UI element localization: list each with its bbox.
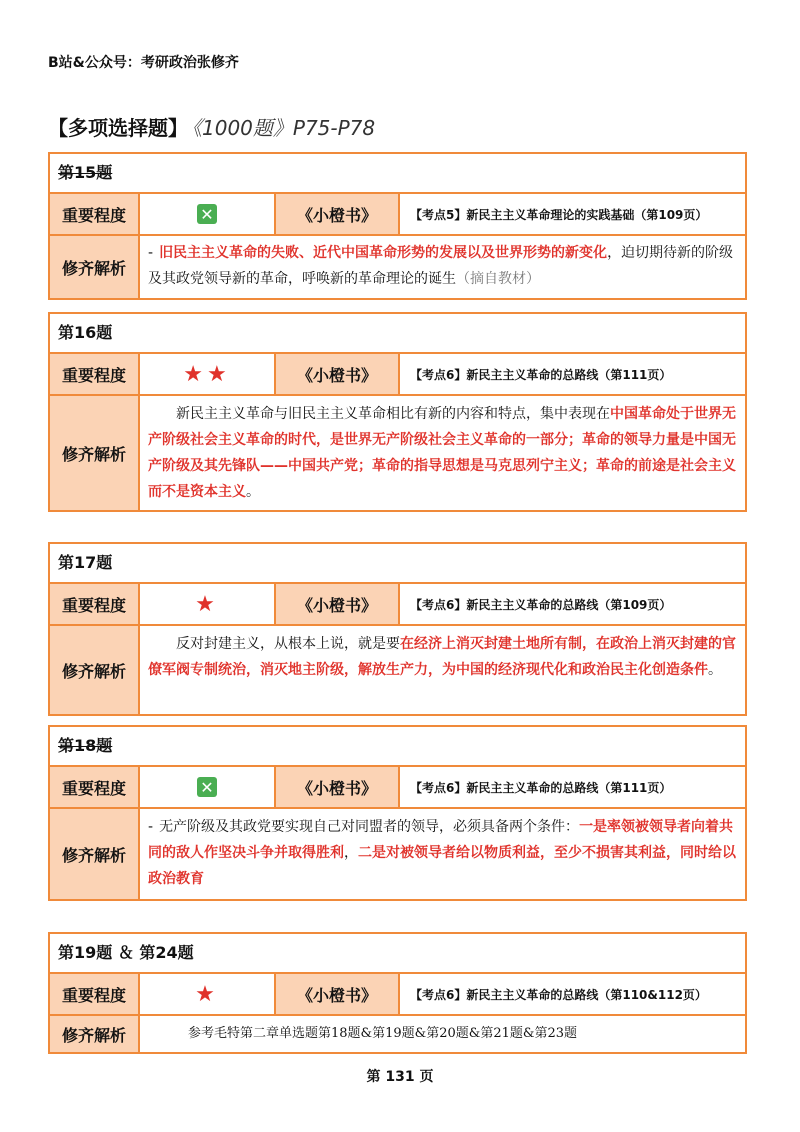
importance-row xyxy=(50,974,745,1016)
question-block-15 xyxy=(48,152,747,300)
analysis-label: 修齐解析 xyxy=(50,626,140,714)
book-label: 《小橙书》 xyxy=(276,767,400,807)
analysis-plain: 无产阶级及其政党要实现自己对同盟者的领导，必须具备两个条件： xyxy=(159,819,580,835)
importance-row xyxy=(50,584,745,626)
analysis-label: 修齐解析 xyxy=(50,809,140,899)
section-ref: 《1000题》P75-P78 xyxy=(192,116,376,140)
importance-label: 重要程度 xyxy=(50,354,140,394)
analysis-row xyxy=(50,809,745,899)
analysis-label: 修齐解析 xyxy=(50,396,140,510)
analysis-text xyxy=(140,809,745,899)
analysis-text xyxy=(140,396,745,510)
book-label: 《小橙书》 xyxy=(276,354,400,394)
question-block-16 xyxy=(48,312,747,512)
analysis-row xyxy=(50,396,745,510)
question-title: 第15题 xyxy=(50,154,745,194)
importance-label: 重要程度 xyxy=(50,767,140,807)
star-rating: ★ xyxy=(140,584,276,624)
analysis-highlight: 一是率领被领导者向着共同的敌人作坚决斗争并取得胜利 xyxy=(148,819,734,861)
analysis-highlight: 中国革命处于世界无产阶级社会主义革命的时代，是世界无产阶级社会主义革命的一部分；革命的领导力量是中国无产阶级及其先锋队——中国共产党；革命的指导思想是马克思列宁主义；革命的前途是社会主义而不是资本主义 xyxy=(148,406,736,500)
question-title: 第19题 ＆ 第24题 xyxy=(50,934,745,974)
knowledge-point: 【考点6】新民主主义革命的总路线（第109页） xyxy=(410,597,672,612)
source-header: B站&公众号：考研政治张修齐 xyxy=(48,55,239,71)
importance-label: 重要程度 xyxy=(50,974,140,1014)
analysis-highlight: 旧民主主义革命的失败、近代中国革命形势的发展以及世界形势的新变化 xyxy=(159,245,608,261)
analysis-text: 参考毛特第二章单选题第18题&第19题&第20题&第21题&第23题 xyxy=(188,1026,577,1041)
book-label: 《小橙书》 xyxy=(276,584,400,624)
analysis-end: 。 xyxy=(246,484,260,500)
knowledge-point: 【考点5】新民主主义革命理论的实践基础（第109页） xyxy=(410,207,708,222)
cross-mark-icon: ✕ xyxy=(197,204,217,224)
knowledge-point: 【考点6】新民主主义革命的总路线（第111页） xyxy=(410,780,672,795)
importance-row xyxy=(50,767,745,809)
question-block-18 xyxy=(48,725,747,901)
importance-value xyxy=(140,767,276,807)
importance-row xyxy=(50,354,745,396)
importance-value xyxy=(140,194,276,234)
question-title: 第18题 xyxy=(50,727,745,767)
analysis-plain: 反对封建主义，从根本上说，就是要 xyxy=(176,636,400,652)
analysis-note: （摘自教材） xyxy=(456,271,540,287)
importance-label: 重要程度 xyxy=(50,584,140,624)
book-label: 《小橙书》 xyxy=(276,974,400,1014)
question-title: 第17题 xyxy=(50,544,745,584)
page-number: 第 131 页 xyxy=(366,1069,434,1085)
analysis-highlight: 在经济上消灭封建土地所有制，在政治上消灭封建的官僚军阀专制统治，消灭地主阶级，解放生产力，为中国的经济现代化和政治民主化创造条件 xyxy=(148,636,736,678)
analysis-row xyxy=(50,626,745,714)
knowledge-point: 【考点6】新民主主义革命的总路线（第110&112页） xyxy=(410,987,707,1002)
question-title: 第16题 xyxy=(50,314,745,354)
analysis-label: 修齐解析 xyxy=(50,236,140,298)
star-rating: ★★ xyxy=(140,354,276,394)
analysis-text xyxy=(140,626,745,714)
analysis-highlight: 二是对被领导者给以物质利益，至少不损害其利益，同时给以政治教育 xyxy=(148,845,736,887)
book-label: 《小橙书》 xyxy=(276,194,400,234)
analysis-row xyxy=(50,1016,745,1052)
bullet-dash: - xyxy=(148,819,154,835)
knowledge-point: 【考点6】新民主主义革命的总路线（第111页） xyxy=(410,367,672,382)
star-rating: ★ xyxy=(140,974,276,1014)
question-block-19-24 xyxy=(48,932,747,1054)
section-title-text: 【多项选择题】 xyxy=(48,116,188,140)
importance-label: 重要程度 xyxy=(50,194,140,234)
analysis-plain: 新民主主义革命与旧民主主义革命相比有新的内容和特点，集中表现在 xyxy=(176,406,610,422)
question-block-17 xyxy=(48,542,747,716)
analysis-text xyxy=(140,236,745,298)
analysis-plain: ，迫切期待新的阶级及其政党领导新的革命，呼唤新的革命理论的诞生 xyxy=(148,245,734,287)
cross-mark-icon: ✕ xyxy=(197,777,217,797)
importance-row xyxy=(50,194,745,236)
analysis-end: 。 xyxy=(708,662,722,678)
analysis-separator: ， xyxy=(344,845,358,861)
analysis-row xyxy=(50,236,745,298)
bullet-dash: - xyxy=(148,245,154,261)
section-title xyxy=(48,112,375,141)
analysis-label: 修齐解析 xyxy=(50,1016,140,1052)
